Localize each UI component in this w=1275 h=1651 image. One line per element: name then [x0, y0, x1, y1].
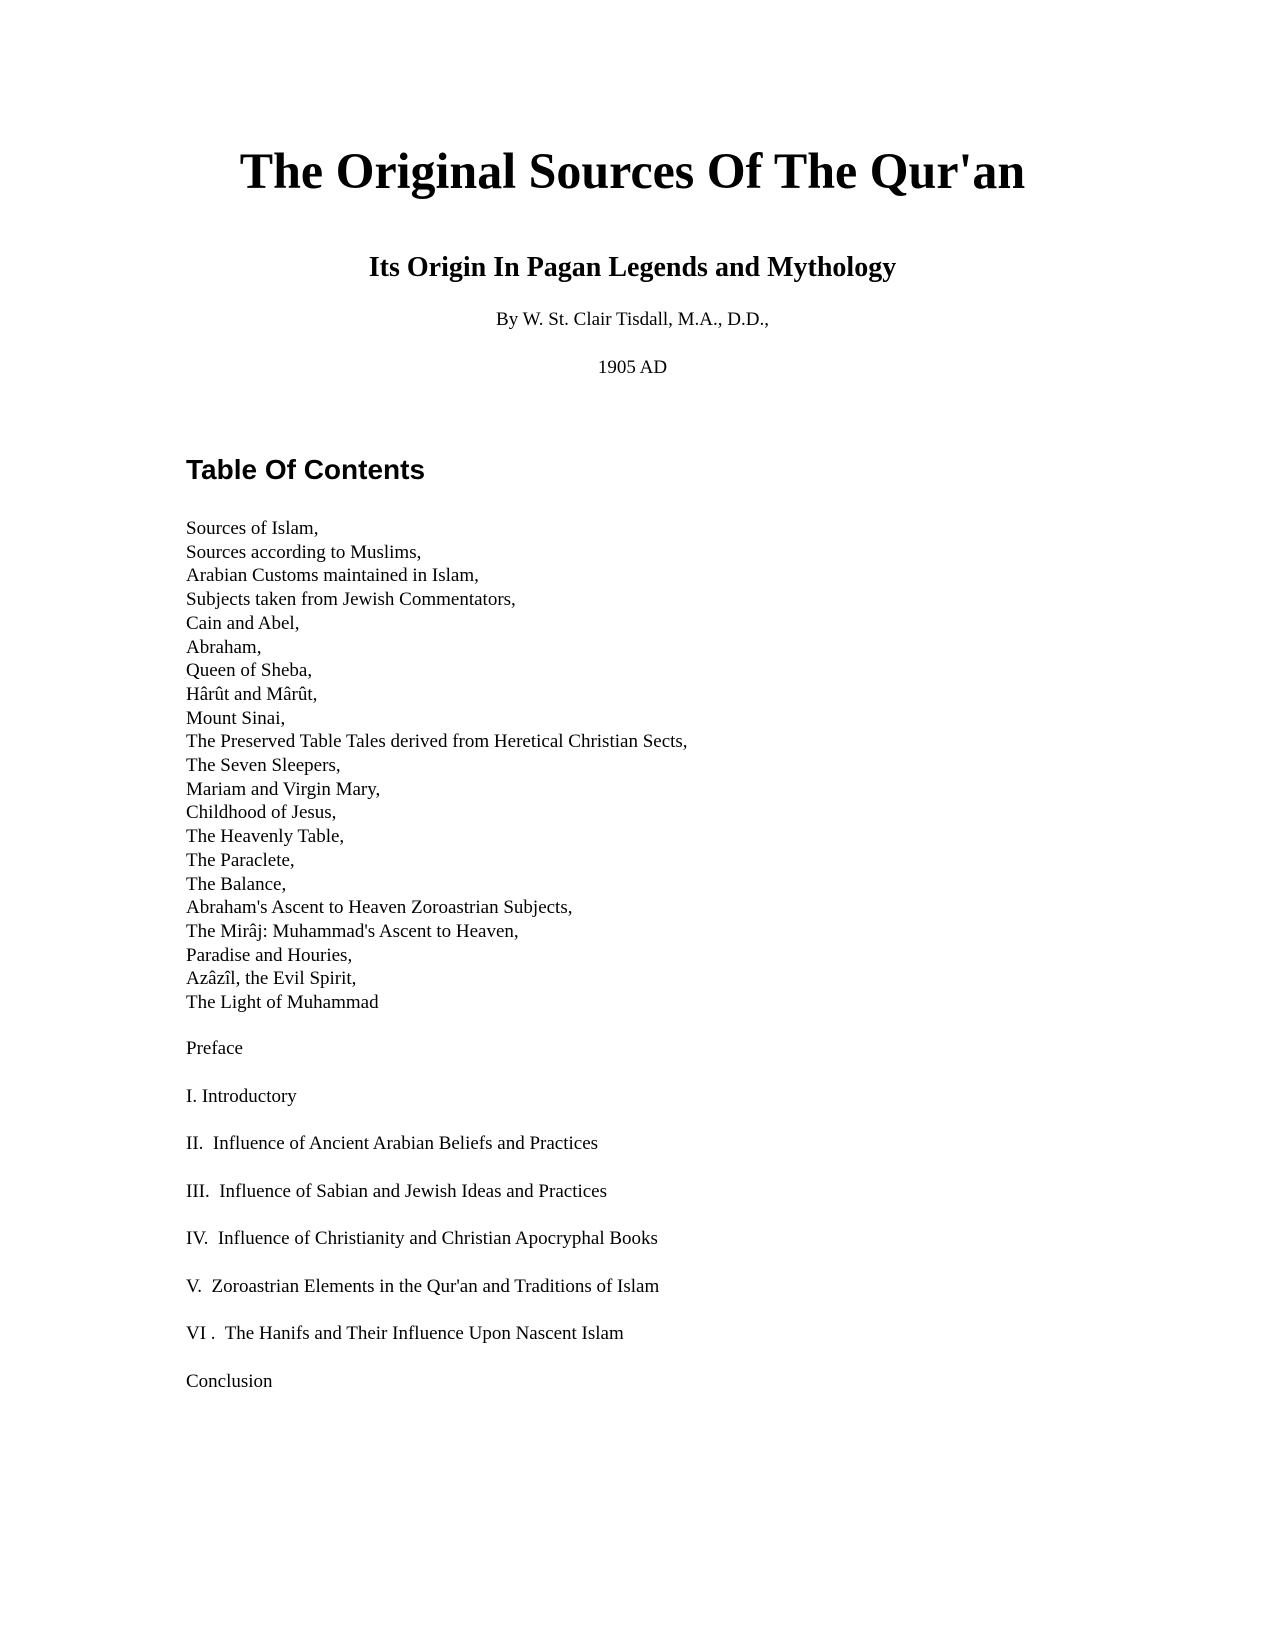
- toc-topic-item[interactable]: Childhood of Jesus,: [186, 802, 337, 824]
- toc-topic-item[interactable]: Sources according to Muslims,: [186, 541, 422, 563]
- toc-chapter-5[interactable]: V. Zoroastrian Elements in the Qur'an and Traditions of Islam: [186, 1275, 660, 1297]
- toc-topic-item[interactable]: Subjects taken from Jewish Commentators,: [186, 589, 516, 611]
- toc-topic-item[interactable]: Abraham's Ascent to Heaven Zoroastrian Subjects,: [186, 897, 573, 919]
- toc-chapter-6[interactable]: VI . The Hanifs and Their Influence Upon Nascent Islam: [186, 1323, 624, 1344]
- toc-topic-item[interactable]: Hârût and Mârût,: [186, 683, 318, 705]
- toc-topic-item[interactable]: The Seven Sleepers,: [186, 755, 341, 777]
- toc-chapter-1[interactable]: I. Introductory: [186, 1085, 297, 1107]
- toc-topic-item[interactable]: The Heavenly Table,: [186, 826, 345, 848]
- toc-topic-item[interactable]: The Mirâj: Muhammad's Ascent to Heaven,: [186, 920, 519, 942]
- toc-chapter-3[interactable]: III. Influence of Sabian and Jewish Ideas and Practices: [186, 1180, 608, 1202]
- toc-topic-item[interactable]: Cain and Abel,: [186, 612, 300, 634]
- publication-year: 1905 AD: [597, 357, 668, 378]
- toc-heading: Table Of Contents: [186, 454, 426, 485]
- document-title: The Original Sources Of The Qur'an: [239, 144, 1026, 200]
- toc-topic-item[interactable]: The Balance,: [186, 873, 287, 895]
- toc-chapter-2[interactable]: II. Influence of Ancient Arabian Beliefs and Practices: [186, 1133, 599, 1154]
- toc-topic-item[interactable]: Paradise and Houries,: [186, 944, 353, 966]
- toc-topic-item[interactable]: Mount Sinai,: [186, 707, 286, 729]
- toc-topic-item[interactable]: The Light of Muhammad: [186, 992, 379, 1014]
- toc-chapter-preface[interactable]: Preface: [186, 1038, 243, 1059]
- document-subtitle: Its Origin In Pagan Legends and Mythology: [368, 252, 897, 283]
- toc-topic-item[interactable]: Sources of Islam,: [186, 518, 319, 539]
- toc-topic-item[interactable]: The Paraclete,: [186, 849, 295, 871]
- toc-topic-item[interactable]: The Preserved Table Tales derived from Heretical Christian Sects,: [186, 731, 688, 753]
- author-line: By W. St. Clair Tisdall, M.A., D.D.,: [496, 309, 769, 330]
- toc-topic-item[interactable]: Queen of Sheba,: [186, 660, 313, 682]
- toc-chapter-4[interactable]: IV. Influence of Christianity and Christian Apocryphal Books: [186, 1228, 658, 1249]
- toc-chapter-list: [186, 1037, 659, 1417]
- toc-topic-item[interactable]: Arabian Customs maintained in Islam,: [186, 565, 479, 587]
- toc-topic-item[interactable]: Azâzîl, the Evil Spirit,: [186, 968, 357, 990]
- toc-topic-item[interactable]: Abraham,: [186, 636, 262, 658]
- toc-topic-item[interactable]: Mariam and Virgin Mary,: [186, 778, 381, 800]
- toc-topic-list: [186, 517, 688, 1015]
- toc-chapter-conclusion[interactable]: Conclusion: [186, 1370, 273, 1392]
